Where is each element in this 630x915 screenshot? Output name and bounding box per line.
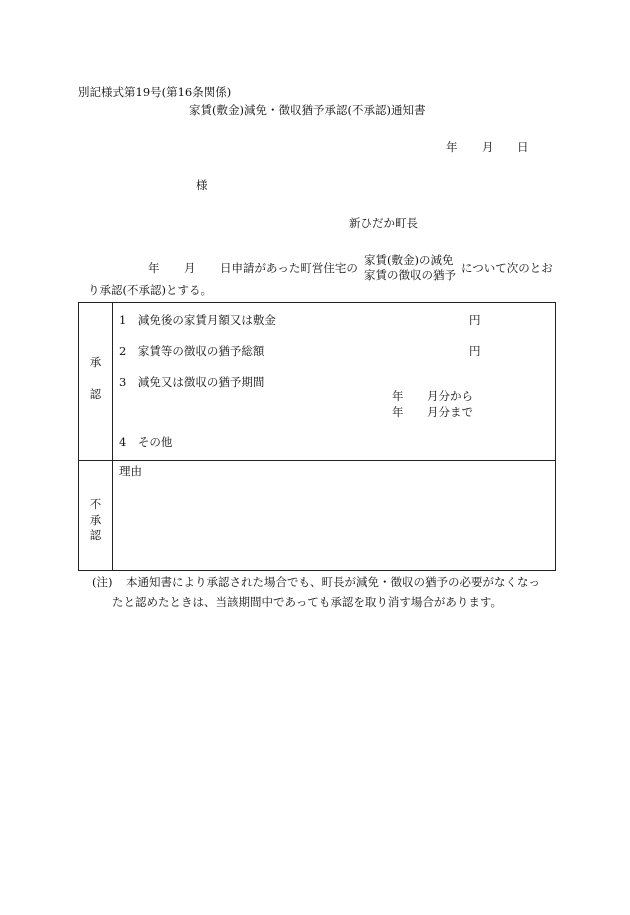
date-day: 日: [517, 140, 529, 154]
item-other: 4 その他: [119, 435, 173, 449]
item-period: 3 減免又は徴収の猶予期間: [119, 375, 265, 389]
note-prefix: (注): [92, 575, 113, 589]
date-year: 年: [446, 140, 458, 154]
body-option-reduction: 家賃(敷金)の減免: [364, 253, 454, 267]
period-from-year: 年: [392, 389, 404, 403]
body-line-2: り承認(不承認)とする。: [88, 283, 212, 297]
body-request: 日申請があった町営住宅の: [220, 261, 358, 275]
body-option-deferral: 家賃の徴収の猶予: [364, 268, 456, 282]
item-reduced-rent: 1 減免後の家賃月額又は敷金: [119, 313, 276, 327]
document-title: 家賃(敷金)減免・徴収猶予承認(不承認)通知書: [189, 103, 426, 117]
period-to-month: 月分まで: [427, 405, 473, 419]
issuer: 新ひだか町長: [349, 216, 418, 230]
body-after-options: について次のとお: [461, 261, 553, 275]
period-from-month: 月分から: [427, 389, 473, 403]
note-line-2: たと認めたときは、当該期間中であっても承認を取り消す場合があります。: [112, 595, 502, 609]
date-month: 月: [482, 140, 494, 154]
item-reduced-rent-unit: 円: [469, 313, 481, 327]
table-label-divider: [112, 303, 113, 570]
table-row-divider: [79, 460, 555, 461]
approval-table: [78, 302, 556, 571]
item-deferral-total-unit: 円: [469, 344, 481, 358]
body-month: 月: [184, 261, 196, 275]
reason-label: 理由: [119, 464, 142, 478]
disapproval-label: 不 承 認: [89, 497, 102, 543]
addressee-suffix: 様: [196, 178, 208, 192]
period-to-year: 年: [392, 405, 404, 419]
approval-label: 承 認: [89, 355, 102, 401]
form-number: 別記様式第19号(第16条関係): [78, 85, 232, 99]
body-year: 年: [148, 261, 160, 275]
note-line-1: 本通知書により承認された場合でも、町長が減免・徴収の猶予の必要がなくなっ: [126, 575, 540, 589]
item-deferral-total: 2 家賃等の徴収の猶予総額: [119, 344, 265, 358]
